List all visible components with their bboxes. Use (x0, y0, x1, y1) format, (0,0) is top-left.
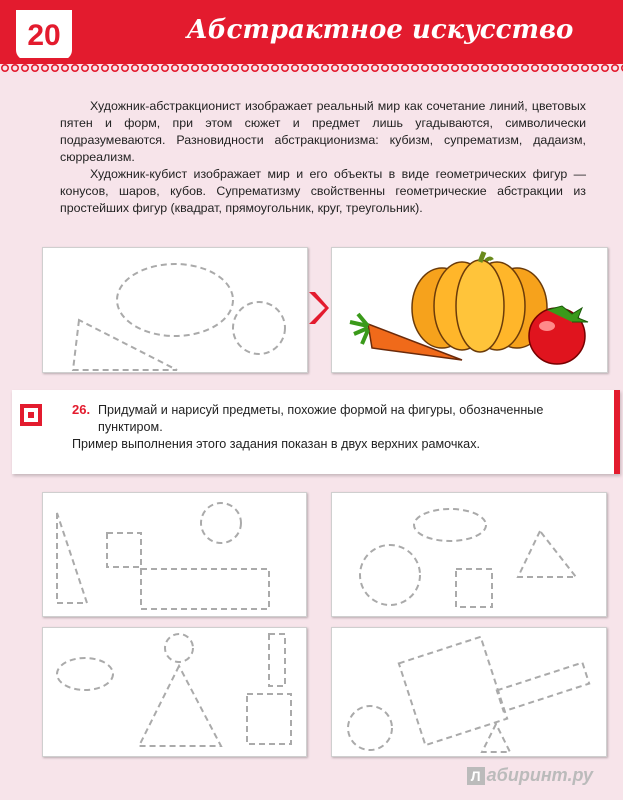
exercise-shapes-1 (43, 493, 306, 616)
tomato-icon (529, 306, 588, 364)
watermark-text: абиринт.ру (486, 765, 593, 785)
example-picture-frame (331, 247, 608, 373)
intro-paragraph-2: Художник-кубист изображает мир и его объекты в виде геометрических фигур — конусов, шаров, кубов. Супрематизму свойственны геометрические абстракции из простейших фигур (квадрат, прямоугольник, круг, треугольник). (60, 167, 586, 215)
dashed-circle (360, 545, 420, 605)
dashed-circle (348, 706, 392, 750)
exercise-shapes-3 (43, 628, 306, 756)
task-box (12, 390, 620, 474)
dashed-square (247, 694, 291, 744)
dashed-triangle (518, 531, 576, 577)
exercise-shapes-2 (332, 493, 606, 616)
dashed-circle (201, 503, 241, 543)
arrow-icon (307, 290, 329, 326)
example-shapes-frame (42, 247, 308, 373)
dashed-ellipse (414, 509, 486, 541)
dashed-rotated-rectangle (497, 663, 589, 712)
watermark-logo-icon: Л (467, 767, 485, 785)
dashed-rotated-square (399, 637, 507, 745)
dashed-square (107, 533, 141, 567)
watermark (467, 765, 593, 786)
dashed-ellipse (117, 264, 233, 336)
dashed-triangle (482, 724, 510, 752)
header-bar (0, 0, 623, 64)
dashed-circle (165, 634, 193, 662)
dashed-circle (233, 302, 285, 354)
intro-text (60, 98, 586, 217)
dashed-bar (269, 634, 285, 686)
task-number: 26. (72, 402, 91, 417)
example-shapes (43, 248, 307, 372)
task-text: Придумай и нарисуй предметы, похожие формой на фигуры, обозначенные пунктиром. (98, 403, 544, 434)
task-example-note: Пример выполнения этого задания показан в двух верхних рамочках. (72, 437, 480, 451)
page-title: Абстрактное искусство (186, 15, 574, 45)
pumpkin-icon (412, 252, 547, 352)
page-number: 20 (16, 10, 72, 60)
dashed-triangle (73, 320, 177, 370)
exercise-shapes-4 (332, 628, 606, 756)
dashed-square (456, 569, 492, 607)
task-marker-icon (20, 404, 42, 426)
exercise-frame-4[interactable] (331, 627, 607, 757)
exercise-frame-3[interactable] (42, 627, 307, 757)
dashed-triangle (57, 513, 87, 603)
dashed-triangle (139, 666, 221, 746)
dashed-ellipse (57, 658, 113, 690)
dashed-rectangle (141, 569, 269, 609)
vegetables-illustration (332, 248, 607, 372)
exercise-frame-2[interactable] (331, 492, 607, 617)
lace-border (0, 58, 623, 80)
intro-paragraph-1: Художник-абстракционист изображает реальный мир как сочетание линий, цветовых пятен и форм, при этом сюжет и предмет лишь угадываются, символически подразумеваются. Разновидности абстракционизма: кубизм, супрематизм, дадаизм, сюрреализм. (60, 99, 586, 164)
exercise-frame-1[interactable] (42, 492, 307, 617)
